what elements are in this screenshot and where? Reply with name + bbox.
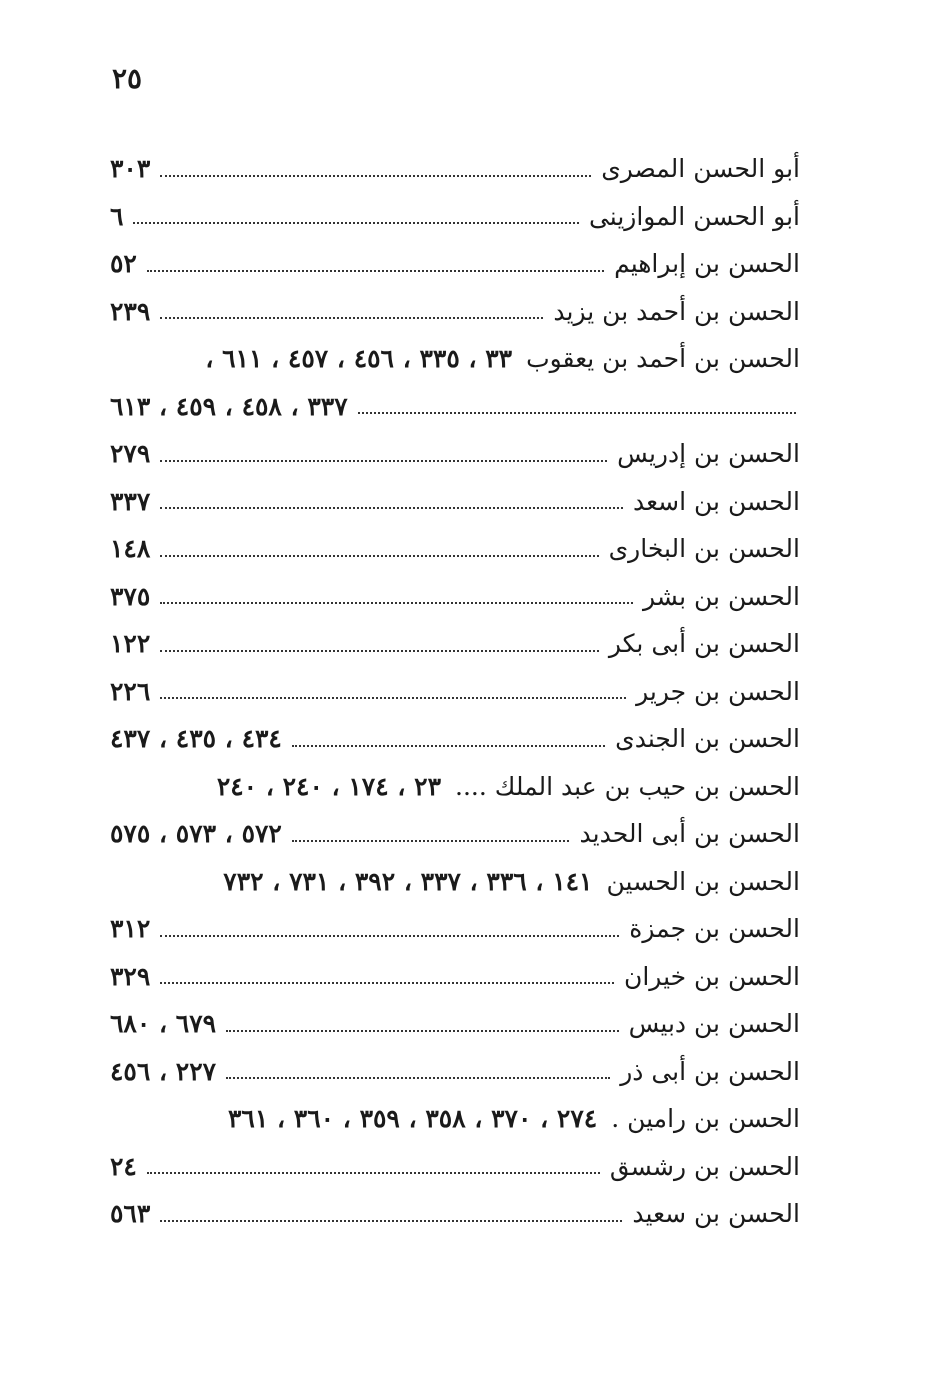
index-entry-continuation bbox=[110, 383, 800, 431]
index-entry bbox=[110, 1048, 800, 1096]
index-entry bbox=[110, 763, 800, 811]
dot-leader bbox=[147, 1172, 600, 1174]
entry-name: الحسن بن اسعد bbox=[633, 486, 800, 516]
entry-page-numbers: ٢٢٦ bbox=[110, 676, 151, 706]
entry-page-numbers: ٣٣٧ bbox=[110, 486, 151, 516]
entry-name: الحسن بن خيران bbox=[623, 961, 800, 991]
dot-leader bbox=[160, 697, 626, 699]
page-number: ٢٥ bbox=[112, 62, 143, 95]
entry-name: الحسن بن البخارى bbox=[608, 534, 800, 564]
entry-page-numbers: ٢٣ ، ١٧٤ ، ٢٤٠ ، ٢٤٠ bbox=[216, 771, 442, 801]
entry-name: الحسن بن سعيد bbox=[632, 1199, 800, 1229]
entry-page-numbers: ٦٧٩ ، ٦٨٠ bbox=[110, 1009, 217, 1039]
entry-page-numbers: ٢٣٩ bbox=[110, 296, 151, 326]
entry-name: الحسن بن رامين . bbox=[611, 1104, 800, 1134]
entry-name: الحسن بن إبراهيم bbox=[614, 249, 800, 279]
entry-name: الحسن بن جمزة bbox=[629, 914, 800, 944]
entry-name: الحسن بن أحمد بن يزيد bbox=[553, 296, 800, 326]
entry-name: الحسن بن بشر bbox=[643, 581, 800, 611]
entry-name: الحسن بن رشسق bbox=[609, 1151, 800, 1181]
dot-leader bbox=[160, 175, 591, 177]
entry-page-numbers: ٢٧٤ ، ٣٧٠ ، ٣٥٨ ، ٣٥٩ ، ٣٦٠ ، ٣٦١ bbox=[228, 1104, 598, 1134]
index-list bbox=[110, 145, 800, 1238]
entry-page-numbers: ٢٧٩ bbox=[110, 439, 151, 469]
index-entry bbox=[110, 715, 800, 763]
index-entry bbox=[110, 335, 800, 383]
dot-leader bbox=[160, 317, 543, 319]
entry-page-numbers: ٣٠٣ bbox=[110, 154, 151, 184]
entry-name: الحسن بن أبى الحديد bbox=[579, 819, 800, 849]
entry-name: الحسن بن حيب بن عبد الملك .... bbox=[455, 771, 800, 801]
dot-leader bbox=[160, 1220, 622, 1222]
entry-page-numbers: ٣٣٧ ، ٤٥٨ ، ٤٥٩ ، ٦١٣ bbox=[110, 391, 348, 421]
index-entry bbox=[110, 1095, 800, 1143]
entry-page-numbers: ١٢٢ bbox=[110, 629, 151, 659]
entry-page-numbers: ١٤٨ bbox=[110, 534, 151, 564]
dot-leader bbox=[292, 745, 605, 747]
index-entry bbox=[110, 525, 800, 573]
index-entry bbox=[110, 1143, 800, 1191]
dot-leader bbox=[160, 602, 633, 604]
entry-name: أبو الحسن الموازينى bbox=[588, 201, 800, 231]
index-entry bbox=[110, 668, 800, 716]
dot-leader bbox=[160, 650, 599, 652]
entry-name: الحسن بن أبى ذر bbox=[620, 1056, 800, 1086]
index-entry bbox=[110, 810, 800, 858]
index-entry bbox=[110, 145, 800, 193]
entry-name: الحسن بن إدريس bbox=[617, 439, 800, 469]
index-entry bbox=[110, 1190, 800, 1238]
index-entry bbox=[110, 240, 800, 288]
entry-page-numbers: ٥٦٣ bbox=[110, 1199, 151, 1229]
entry-name: الحسن بن أبى بكر bbox=[608, 629, 800, 659]
dot-leader bbox=[358, 412, 796, 414]
index-entry bbox=[110, 573, 800, 621]
index-entry bbox=[110, 193, 800, 241]
dot-leader bbox=[160, 460, 607, 462]
entry-page-numbers: ٥٢ bbox=[110, 249, 137, 279]
index-entry bbox=[110, 905, 800, 953]
index-entry bbox=[110, 858, 800, 906]
dot-leader bbox=[226, 1030, 618, 1032]
dot-leader bbox=[133, 222, 579, 224]
entry-name: الحسن بن أحمد بن يعقوب bbox=[526, 344, 800, 374]
entry-name: الحسن بن دبيس bbox=[628, 1009, 800, 1039]
dot-leader bbox=[147, 270, 604, 272]
index-entry bbox=[110, 953, 800, 1001]
entry-page-numbers: ٥٧٢ ، ٥٧٣ ، ٥٧٥ bbox=[110, 819, 282, 849]
entry-page-numbers: ١٤١ ، ٣٣٦ ، ٣٣٧ ، ٣٩٢ ، ٧٣١ ، ٧٣٢ bbox=[223, 866, 593, 896]
dot-leader bbox=[226, 1077, 610, 1079]
entry-page-numbers: ٣٣ ، ٣٣٥ ، ٤٥٦ ، ٤٥٧ ، ٦١١ ، bbox=[205, 344, 513, 374]
index-entry bbox=[110, 478, 800, 526]
entry-page-numbers: ٦ bbox=[110, 201, 124, 231]
index-entry bbox=[110, 1000, 800, 1048]
entry-page-numbers: ٤٣٤ ، ٤٣٥ ، ٤٣٧ bbox=[110, 724, 282, 754]
entry-name: الحسن بن الحسين bbox=[606, 866, 800, 896]
index-entry bbox=[110, 288, 800, 336]
dot-leader bbox=[160, 982, 614, 984]
entry-page-numbers: ٢٤ bbox=[110, 1151, 137, 1181]
entry-page-numbers: ٣١٢ bbox=[110, 914, 151, 944]
dot-leader bbox=[160, 555, 598, 557]
dot-leader bbox=[160, 935, 619, 937]
dot-leader bbox=[160, 507, 623, 509]
dot-leader bbox=[292, 840, 570, 842]
entry-name: الحسن بن الجندى bbox=[615, 724, 800, 754]
entry-name: الحسن بن جرير bbox=[636, 676, 800, 706]
entry-page-numbers: ٣٢٩ bbox=[110, 961, 151, 991]
entry-page-numbers: ٢٢٧ ، ٤٥٦ bbox=[110, 1056, 217, 1086]
index-entry bbox=[110, 620, 800, 668]
index-entry bbox=[110, 430, 800, 478]
entry-name: أبو الحسن المصرى bbox=[601, 154, 800, 184]
entry-page-numbers: ٣٧٥ bbox=[110, 581, 151, 611]
